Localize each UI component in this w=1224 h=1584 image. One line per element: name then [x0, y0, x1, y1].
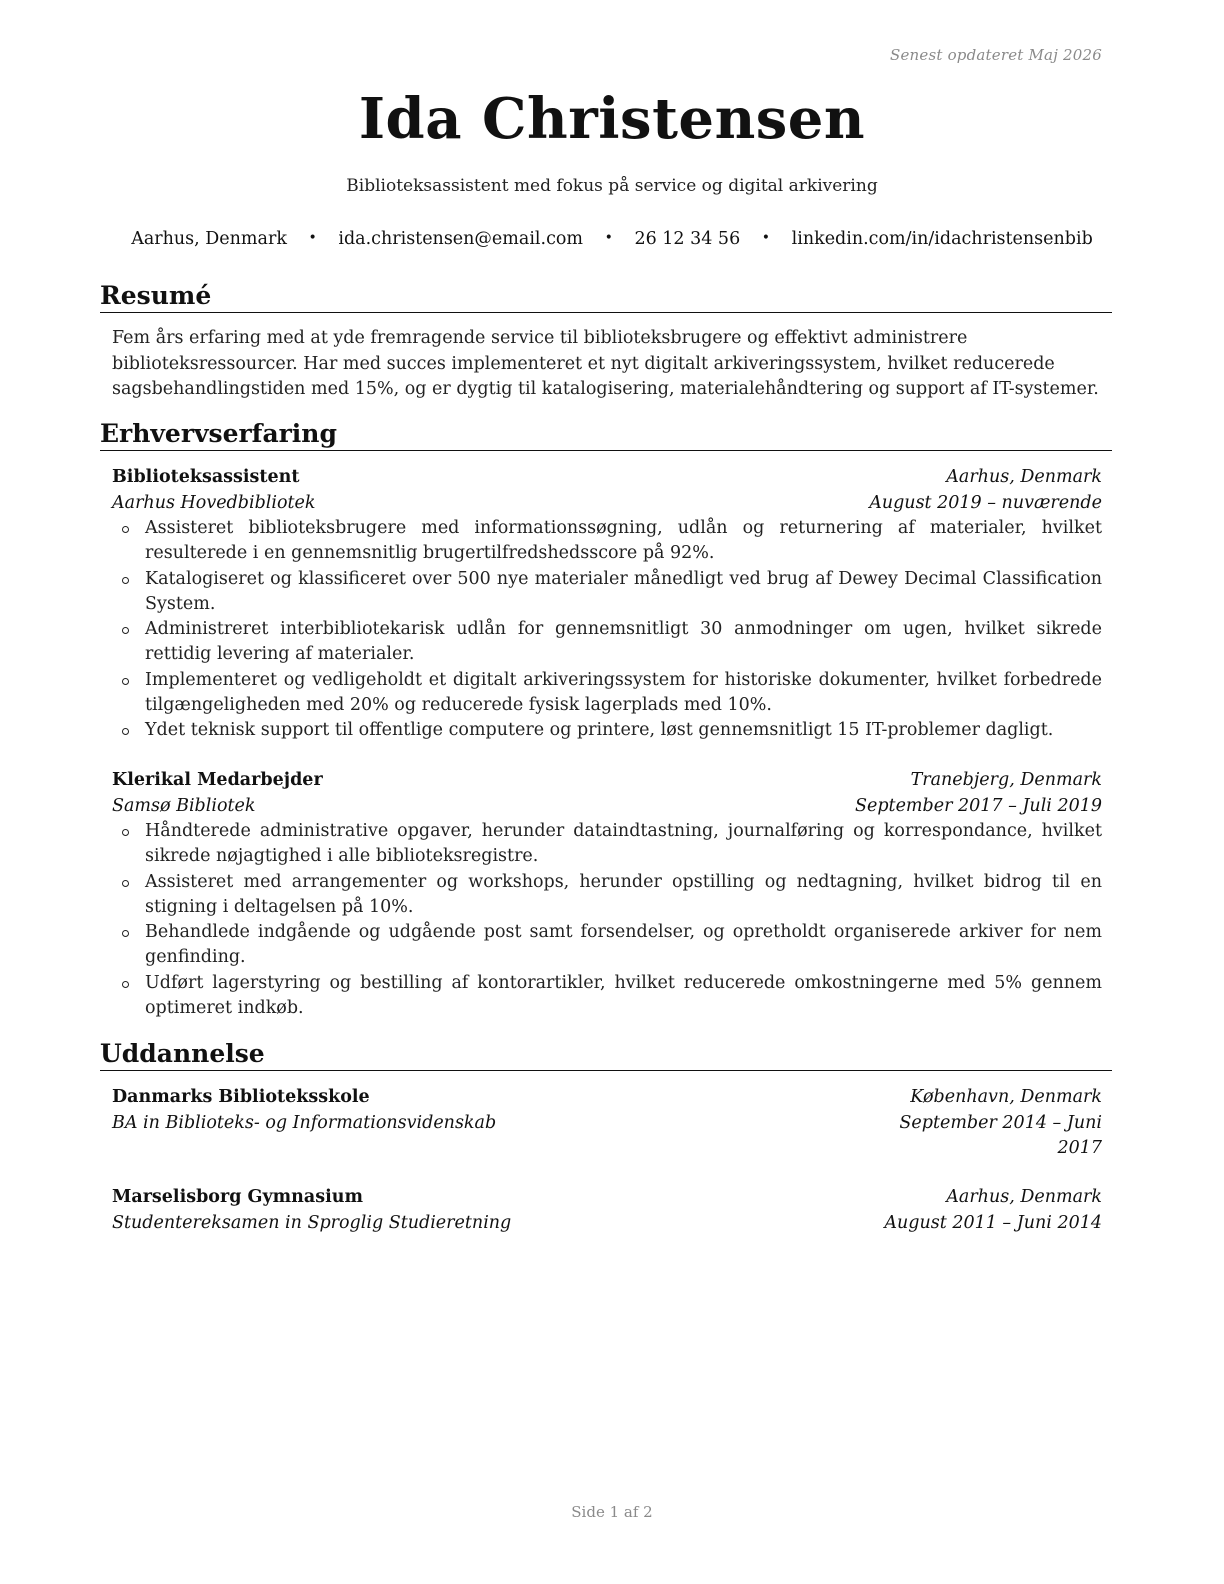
contact-line	[0, 229, 1224, 249]
job-dates: September 2017 – Juli 2019	[854, 795, 1102, 816]
circle-bullet-icon	[122, 678, 129, 685]
list-item	[112, 920, 1102, 971]
school-location: København, Denmark	[910, 1087, 1102, 1107]
job-location: Aarhus, Denmark	[946, 467, 1102, 487]
list-item	[112, 668, 1102, 719]
achievement-list	[112, 516, 1102, 744]
bullet-text: Katalogiseret og klassificeret over 500 nye materialer månedligt ved brug af Dewey Decimal Classification System.	[145, 568, 1102, 614]
circle-bullet-icon	[122, 930, 129, 937]
list-item	[112, 971, 1102, 1022]
employer: Aarhus Hovedbibliotek	[112, 492, 316, 513]
school-name: Danmarks Biblioteksskole	[112, 1087, 370, 1107]
circle-bullet-icon	[122, 577, 129, 584]
job-title: Klerikal Medarbejder	[112, 770, 323, 790]
list-item	[112, 567, 1102, 618]
circle-bullet-icon	[122, 981, 129, 988]
bullet-text: Administreret interbibliotekarisk udlån for gennemsnitligt 30 anmodninger om ugen, hvilket sikrede rettidig levering af materialer.	[145, 619, 1102, 665]
list-item	[112, 516, 1102, 567]
contact-location: Aarhus, Denmark	[131, 229, 287, 249]
bullet-separator: •	[761, 230, 771, 246]
education-dates: August 2011 – Juni 2014	[884, 1212, 1102, 1233]
school-name: Marselisborg Gymnasium	[112, 1187, 363, 1207]
job-title: Biblioteksassistent	[112, 467, 300, 487]
section-title: Erhvervserfaring	[100, 419, 337, 448]
bullet-text: Håndterede administrative opgaver, herunder dataindtastning, journalføring og korrespondance, hvilket sikrede nøjagtighed i alle biblioteksregistre.	[145, 821, 1102, 867]
education-dates-continued: 2017	[1057, 1138, 1102, 1158]
bullet-text: Behandlede indgående og udgående post samt forsendelser, og opretholdt organiserede arkiver for nem genfinding.	[145, 922, 1102, 968]
section-education-heading	[100, 1039, 1112, 1071]
education-entry	[112, 1185, 1102, 1236]
experience-entry	[112, 465, 1102, 744]
bullet-text: Assisteret med arrangementer og workshops, herunder opstilling og nedtagning, hvilket bidrog til en stigning i deltagelsen på 10%.	[145, 871, 1102, 917]
education-dates: September 2014 – Juni	[899, 1112, 1102, 1133]
list-item	[112, 718, 1102, 743]
achievement-list	[112, 819, 1102, 1021]
section-experience-heading	[100, 419, 1112, 451]
experience-entry	[112, 768, 1102, 1021]
circle-bullet-icon	[122, 526, 129, 533]
bullet-text: Ydet teknisk support til offentlige computere og printere, løst gennemsnitligt 15 IT-problemer dagligt.	[145, 720, 1054, 741]
section-title: Uddannelse	[100, 1039, 265, 1068]
education-entry	[112, 1085, 1102, 1162]
list-item	[112, 617, 1102, 668]
last-updated: Senest opdateret Maj 2026	[889, 46, 1102, 64]
circle-bullet-icon	[122, 728, 129, 735]
section-summary-heading	[100, 281, 1112, 313]
bullet-text: Implementeret og vedligeholdt et digitalt arkiveringssystem for historiske dokumenter, hvilket forbedrede tilgængeligheden med 20% og reducerede fysisk lagerplads med 10%.	[145, 669, 1102, 716]
job-dates: August 2019 – nuværende	[869, 492, 1102, 513]
bullet-text: Assisteret biblioteksbrugere med informationssøgning, udlån og returnering af materialer, hvilket resulterede i en gennemsnitlig brugertilfredshedsscore på 92%.	[145, 518, 1102, 564]
page-number: Side 1 af 2	[571, 1503, 653, 1521]
circle-bullet-icon	[122, 627, 129, 634]
section-title: Resumé	[100, 281, 212, 310]
summary-text: Fem års erfaring med at yde fremragende service til biblioteksbrugere og effektivt administrere biblioteksressourcer. Har med succes implementeret et nyt digitalt arkiveringssystem, hvilket reducerede sagsbehandlingstiden med 15%, og er dygtig til katalogisering, materialehåndtering og support af IT-systemer.	[112, 328, 1099, 399]
degree: BA in Biblioteks- og Informationsvidenskab	[112, 1112, 497, 1133]
contact-email[interactable]: ida.christensen@email.com	[338, 229, 584, 249]
tagline: Biblioteksassistent med fokus på service og digital arkivering	[346, 176, 878, 196]
bullet-text: Udført lagerstyring og bestilling af kontorartikler, hvilket reducerede omkostningerne med 5% gennem optimeret indkøb.	[145, 972, 1102, 1019]
bullet-separator: •	[604, 230, 613, 246]
job-location: Tranebjerg, Denmark	[910, 770, 1102, 790]
list-item	[112, 870, 1102, 921]
degree: Studentereksamen in Sproglig Studieretning	[112, 1212, 512, 1233]
contact-linkedin[interactable]: linkedin.com/in/idachristensenbib	[791, 229, 1093, 249]
circle-bullet-icon	[122, 880, 129, 887]
list-item	[112, 819, 1102, 870]
contact-phone: 26 12 34 56	[634, 229, 741, 249]
circle-bullet-icon	[122, 829, 129, 836]
school-location: Aarhus, Denmark	[946, 1187, 1102, 1207]
candidate-name: Ida Christensen	[358, 86, 866, 152]
employer: Samsø Bibliotek	[112, 795, 256, 816]
bullet-separator: •	[308, 230, 317, 246]
